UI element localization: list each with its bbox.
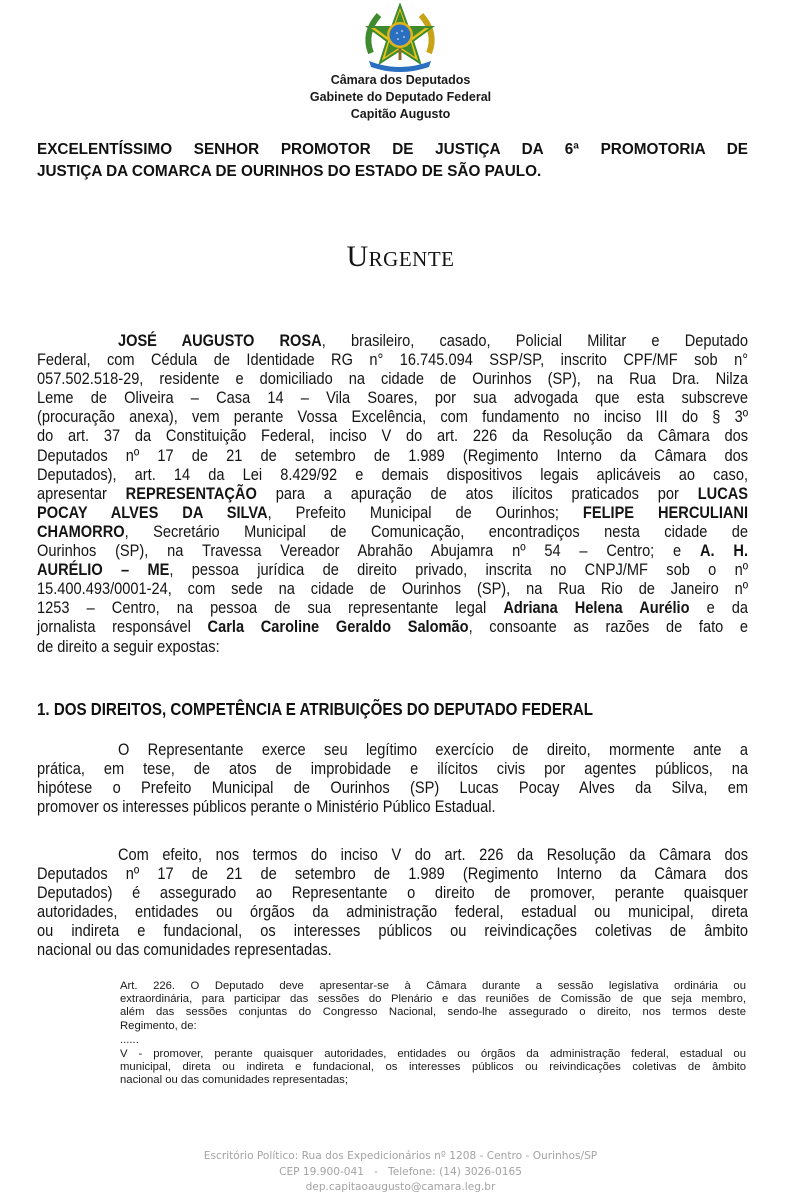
paragraph-line — [37, 579, 748, 598]
text-run: apresentar — [37, 483, 126, 503]
text-run: e da — [689, 598, 749, 618]
text-run: , brasileiro, casado, Policial Militar e Deputado — [321, 331, 749, 350]
text-run: Deputados nº 17 de 21 de setembro de 1.989 (Regimento Interno da Câmara dos — [37, 445, 749, 465]
quote-line: extraordinária, para participar das sessões do Plenário e das reuniões de Comissão de que seja membro, — [120, 993, 746, 1006]
bold-run: Carla Caroline Geraldo Salomão — [207, 617, 469, 637]
paragraph-line — [37, 484, 748, 503]
paragraph-line — [37, 369, 748, 388]
paragraph-line: ou indireta e fundacional, os interesses públicos ou reivindicações coletivas de âmbito — [37, 921, 749, 941]
quote-line: municipal, direta ou indireta e fundacional, os interesses públicos ou reivindicações coletivas de âmbito — [120, 1061, 746, 1074]
quote-line: além das sessões conjuntas do Congresso Nacional, sendo-lhe assegurado o direito, nos termos deste — [120, 1006, 746, 1019]
paragraph-line — [37, 503, 748, 522]
paragraph-line — [37, 617, 748, 636]
bold-run: POCAY ALVES DA SILVA — [37, 502, 268, 522]
paragraph-line: hipótese o Prefeito Municipal de Ourinhos (SP) Lucas Pocay Alves da Silva, em — [37, 778, 749, 798]
urgent-title: Urgente — [346, 240, 455, 273]
quote-line: Art. 226. O Deputado deve apresentar-se à Câmara durante a sessão legislativa ordinária ou — [120, 980, 746, 992]
letterhead-name: Capitão Augusto — [350, 107, 451, 121]
bold-run: REPRESENTAÇÃO — [125, 483, 257, 503]
footer-contact: CEP 19.900-041 - Telefone: (14) 3026-0165 — [279, 1166, 522, 1178]
paragraph-line — [37, 637, 748, 656]
letterhead-institution: Câmara dos Deputados — [330, 73, 471, 87]
text-run: (procuração anexa), vem perante Vossa Excelência, com fundamento no inciso III do § 3º — [37, 407, 749, 427]
bold-run: CHAMORRO — [37, 521, 125, 541]
paragraph-line: O Representante exerce seu legítimo exercício de direito, mormente ante a — [117, 740, 749, 759]
paragraph-line — [37, 541, 748, 560]
legal-basis-paragraph — [37, 845, 748, 960]
text-run: para a apuração de atos ilícitos praticados por — [256, 483, 698, 503]
paragraph-line — [37, 446, 748, 465]
footer-address: Escritório Político: Rua dos Expedicionários nº 1208 - Centro - Ourinhos/SP — [203, 1150, 598, 1162]
bold-run: LUCAS — [697, 483, 749, 503]
quote-line: V - promover, perante quaisquer autoridades, entidades ou órgãos da administração federal, estadual ou — [120, 1047, 746, 1060]
addressee-block — [37, 139, 748, 183]
text-run: , pessoa jurídica de direito privado, inscrita no CNPJ/MF sob o nº — [169, 560, 749, 580]
quote-ellipsis: ...... — [120, 1033, 139, 1046]
article-quote — [120, 980, 746, 1088]
paragraph-line: nacional ou das comunidades representadas. — [37, 940, 332, 960]
text-run: 1253 – Centro, na pessoa de sua representante legal — [37, 598, 504, 618]
text-run: do art. 37 da Constituição Federal, inciso V do art. 226 da Resolução da Câmara dos — [37, 426, 749, 446]
paragraph-line — [37, 407, 748, 426]
paragraph-line: promover os interesses públicos perante o Ministério Público Estadual. — [37, 797, 496, 817]
section-heading: 1. DOS DIREITOS, COMPETÊNCIA E ATRIBUIÇÕES DO DEPUTADO FEDERAL — [37, 699, 594, 719]
text-run: Deputados), art. 14 da Lei 8.429/92 e demais dispositivos legais aplicáveis ao caso, — [37, 464, 749, 484]
paragraph-line — [37, 560, 748, 579]
paragraph-line — [37, 350, 748, 369]
rights-paragraph — [37, 740, 748, 816]
text-run: Leme de Oliveira – Casa 14 – Vila Soares, por sua advogada que esta subscreve — [37, 388, 749, 408]
paragraph-line — [37, 522, 748, 541]
paragraph-line: autoridades, entidades ou órgãos da administração federal, estadual ou municipal, direta — [37, 902, 749, 922]
text-run: , Secretário Municipal de Comunicação, encontradiços nesta cidade de — [124, 521, 749, 541]
footer-email[interactable]: dep.capitaoaugusto@camara.leg.br — [305, 1181, 496, 1193]
text-run: de direito a seguir expostas: — [37, 636, 220, 656]
text-run: , Prefeito Municipal de Ourinhos; — [267, 502, 583, 522]
quote-line: Regimento, de: — [120, 1019, 197, 1032]
paragraph-line: prática, em tese, de atos de improbidade e ilícitos civis por agentes públicos, na — [37, 759, 749, 779]
bold-run: JOSÉ AUGUSTO ROSA — [117, 331, 322, 350]
paragraph-line: Com efeito, nos termos do inciso V do art. 226 da Resolução da Câmara dos — [117, 845, 749, 864]
paragraph-line — [37, 426, 748, 445]
addressee-line: EXCELENTÍSSIMO SENHOR PROMOTOR DE JUSTIÇA DA 6ª PROMOTORIA DE — [37, 141, 748, 158]
bold-run: A. H. — [700, 541, 749, 561]
representation-paragraph — [37, 331, 748, 656]
text-run: Ourinhos (SP), na Travessa Vereador Abrahão Abujamra nº 54 – Centro; e — [37, 541, 701, 561]
paragraph-line — [37, 388, 748, 407]
text-run: , consoante as razões de fato e — [468, 617, 749, 637]
text-run: 057.502.518-29, residente e domiciliado na cidade de Ourinhos (SP), na Rua Dra. Nilza — [37, 369, 749, 389]
addressee-line: JUSTIÇA DA COMARCA DE OURINHOS DO ESTADO DE SÃO PAULO. — [37, 163, 542, 180]
paragraph-line: Deputados nº 17 de 21 de setembro de 1.989 (Regimento Interno da Câmara dos — [37, 864, 749, 884]
letterhead-office: Gabinete do Deputado Federal — [309, 90, 492, 104]
coat-of-arms-emblem — [357, 3, 443, 73]
text-run: jornalista responsável — [37, 617, 208, 637]
quote-line: nacional ou das comunidades representadas; — [120, 1074, 348, 1087]
paragraph-line: Deputados) é assegurado ao Representante o direito de promover, perante quaisquer — [37, 883, 749, 903]
bold-run: FELIPE HERCULIANI — [582, 502, 749, 522]
paragraph-line — [37, 331, 748, 350]
text-run: 15.400.493/0001-24, com sede na cidade de Ourinhos (SP), na Rua Rio de Janeiro nº — [37, 579, 749, 599]
paragraph-line — [37, 465, 748, 484]
text-run: Federal, com Cédula de Identidade RG n° 16.745.094 SSP/SP, inscrito CPF/MF sob n° — [37, 350, 749, 370]
bold-run: Adriana Helena Aurélio — [503, 598, 690, 618]
paragraph-line — [37, 598, 748, 617]
bold-run: AURÉLIO – ME — [37, 560, 170, 580]
